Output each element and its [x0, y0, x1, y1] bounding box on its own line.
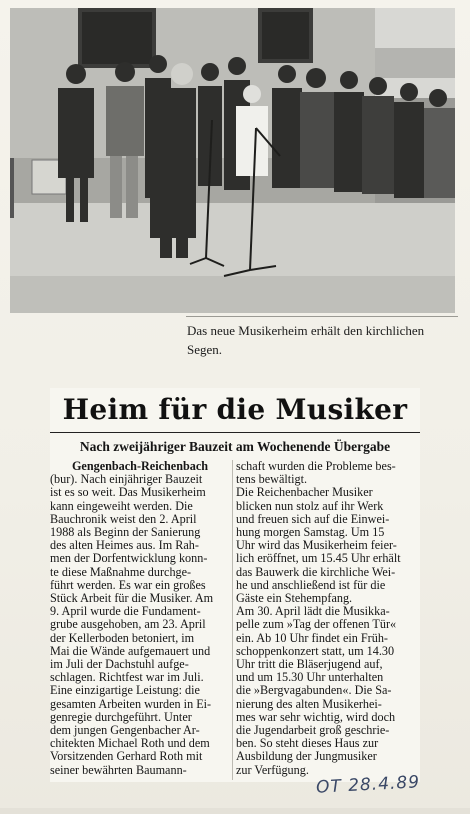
article-column-1	[50, 460, 230, 777]
text-line: nierung des alten Musikerhei-	[236, 696, 382, 711]
text-line: ist es so weit. Das Musikerheim	[50, 485, 206, 500]
text-line: im Juli der Dachstuhl aufge-	[50, 657, 189, 672]
text-line: Vorsitzenden Gerhard Roth mit	[50, 749, 203, 764]
photo-caption: Das neue Musikerheim erhält den kirchlichen Segen.	[187, 323, 425, 357]
text-line: die Jugendarbeit groß geschrie-	[236, 723, 390, 738]
text-line: des alten Heimes aus. Im Rah-	[50, 538, 199, 553]
ceremony-photo-drawing	[10, 8, 455, 313]
text-line: seiner bewährten Baumann-	[50, 762, 187, 777]
text-line: der Kellerboden betoniert, im	[50, 630, 195, 645]
text-line: schaft wurden die Probleme bes-	[236, 459, 396, 473]
text-line: pelle zum »Tag der offenen Tür«	[236, 617, 397, 632]
article-column-2	[236, 460, 420, 777]
text-line: und freuen sich auf die Einwei-	[236, 511, 390, 526]
text-line: Ausbildung der Jungmusiker	[236, 749, 377, 764]
text-line: chitekten Michael Roth und dem	[50, 736, 210, 751]
article-headline: Heim für die Musiker	[50, 388, 420, 433]
text-line: zur Verfügung.	[236, 762, 309, 777]
text-line: dem jungen Gengenbacher Ar-	[50, 723, 200, 738]
text-line: he und anschließend ist für die	[236, 577, 386, 592]
text-line: das Bauwerk die kirchliche Wei-	[236, 564, 396, 579]
text-line: Uhr wird das Musikerheim feier-	[236, 538, 397, 553]
article-dateline: Gengenbach-Reichenbach	[71, 459, 209, 473]
text-line: schlagen. Richtfest war im Juli.	[50, 670, 204, 685]
text-line: Am 30. April lädt die Musikka-	[236, 604, 390, 619]
column-2-text	[236, 460, 420, 777]
text-line: 1988 als Beginn der Sanierung	[50, 525, 201, 540]
article	[50, 388, 420, 782]
text-line: hung morgen Samstag. Um 15	[236, 525, 385, 540]
handwritten-date-note: OT 28.4.89	[315, 772, 421, 798]
text-line: und um 15.30 Uhr unterhalten	[236, 670, 384, 685]
text-line: Uhr tritt die Bläserjugend auf,	[236, 657, 383, 672]
text-line: ein. Ab 10 Uhr findet ein Früh-	[236, 630, 388, 645]
caption-rule	[186, 316, 458, 317]
text-line: Die Reichenbacher Musiker	[236, 485, 373, 500]
text-line: kann eingeweiht werden. Die	[50, 498, 193, 513]
page-bottom-edge	[0, 808, 470, 814]
ceremony-photo	[10, 8, 455, 313]
text-line: te diese Maßnahme durchge-	[50, 564, 192, 579]
text-line: Stück Arbeit für die Musiker. Am	[50, 591, 214, 606]
column-1-text	[50, 473, 230, 777]
text-line: gesamten Arbeiten wurden in Ei-	[50, 696, 212, 711]
article-subhead: Nach zweijähriger Bauzeit am Wochenende Übergabe	[79, 439, 391, 454]
text-line: 9. April wurde die Fundament-	[50, 604, 201, 619]
text-line: (bur). Nach einjähriger Bauzeit	[50, 472, 203, 487]
text-line: Gäste ein Stehempfang.	[236, 591, 353, 606]
text-line: lich eröffnet, um 15.45 Uhr erhält	[236, 551, 401, 566]
text-line: genregie durchgeführt. Unter	[50, 709, 192, 724]
text-line: grube ausgehoben, am 23. April	[50, 617, 206, 632]
column-rule	[232, 460, 233, 780]
text-line: die »Bergvagabunden«. Die Sa-	[236, 683, 392, 698]
text-line: Mai die Wände aufgemauert und	[50, 643, 211, 658]
text-line: tens bewältigt.	[236, 472, 308, 487]
text-line: Bauchronik weist den 2. April	[50, 511, 197, 526]
text-line: men der Dorfentwicklung konn-	[50, 551, 208, 566]
text-line: ben. So steht dieses Haus zur	[236, 736, 379, 751]
text-line: schoppenkonzert statt, um 14.30	[236, 643, 395, 658]
text-line: Eine einzigartige Leistung: die	[50, 683, 200, 698]
text-line: blicken nun stolz auf ihr Werk	[236, 498, 384, 513]
text-line: mes war sehr wichtig, wird doch	[236, 709, 396, 724]
text-line: führt werden. Es war ein großes	[50, 577, 206, 592]
